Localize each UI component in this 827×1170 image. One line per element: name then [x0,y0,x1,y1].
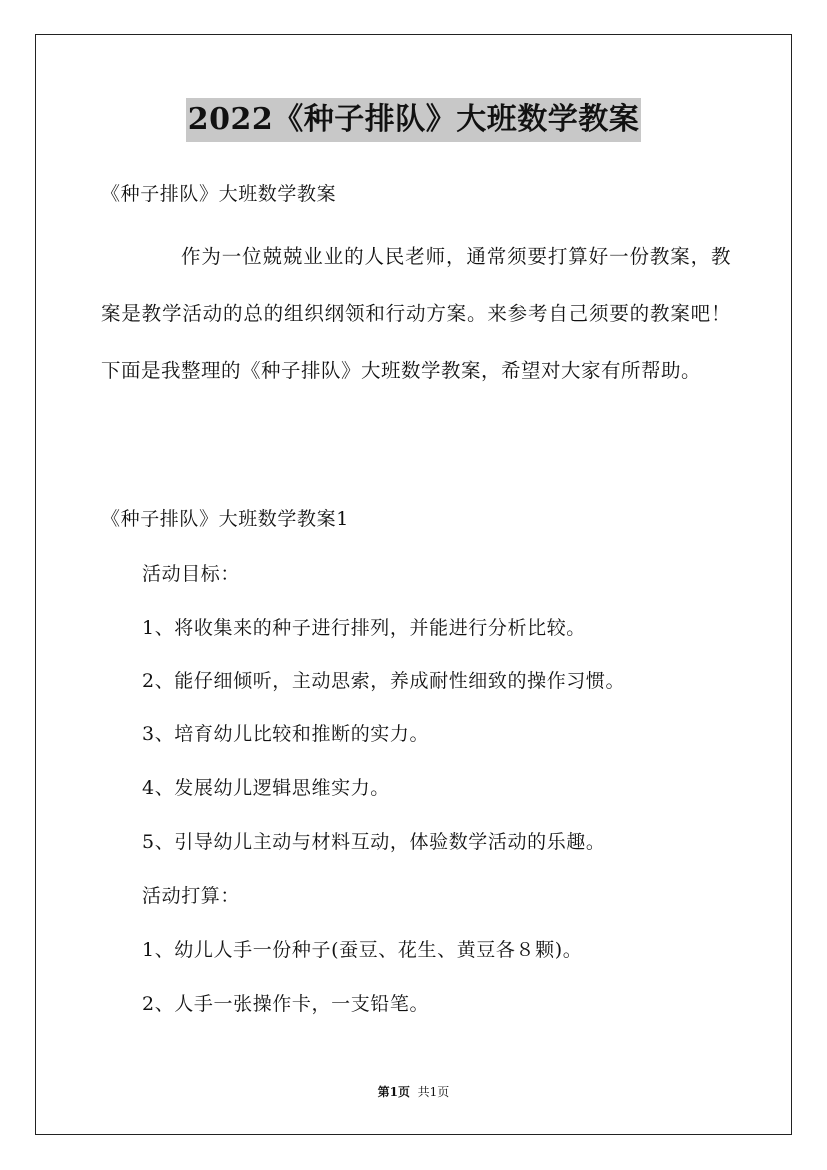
intro-paragraph: 作为一位兢兢业业的人民老师，通常须要打算好一份教案，教案是教学活动的总的组织纲领和行动方案。来参考自己须要的教案吧！下面是我整理的《种子排队》大班数学教案，希望对大家有所帮助。 [101,245,731,382]
goal-item: 1、将收集来的种子进行排列，并能进行分析比较。 [142,617,586,639]
section-heading: 《种子排队》大班数学教案1 [101,508,349,530]
goal-item: 4、发展幼儿逻辑思维实力。 [142,777,390,799]
document-title: 2022《种子排队》大班数学教案 [186,98,642,142]
page-footer [0,1084,827,1100]
goals-heading: 活动目标： [142,563,241,585]
prep-item: 2、人手一张操作卡，一支铅笔。 [142,993,430,1015]
document-title-wrap [0,98,827,142]
prep-item: 1、幼儿人手一份种子(蚕豆、花生、黄豆各８颗)。 [142,939,583,961]
goal-item: 3、培育幼儿比较和推断的实力。 [142,723,430,745]
goal-item: 2、能仔细倾听，主动思索，养成耐性细致的操作习惯。 [142,670,626,692]
goal-item: 5、引导幼儿主动与材料互动，体验数学活动的乐趣。 [142,831,606,853]
page-number: 第1页 [377,1085,411,1099]
prep-heading: 活动打算： [142,885,241,907]
page-total: 共1页 [417,1085,450,1099]
document-subtitle: 《种子排队》大班数学教案 [101,183,337,205]
